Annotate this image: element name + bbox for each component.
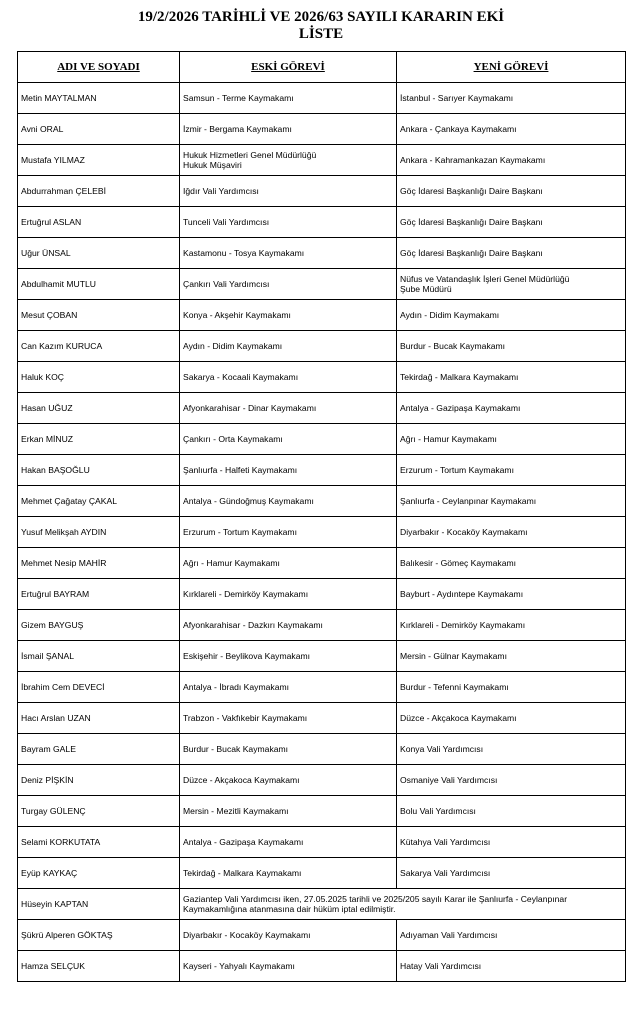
new-duty: Kütahya Vali Yardımcısı xyxy=(397,827,626,858)
new-duty: Erzurum - Tortum Kaymakamı xyxy=(397,455,626,486)
person-name: Mehmet Nesip MAHİR xyxy=(18,548,180,579)
new-duty: Konya Vali Yardımcısı xyxy=(397,734,626,765)
table-row xyxy=(18,672,626,703)
old-duty: Tunceli Vali Yardımcısı xyxy=(180,207,397,238)
old-duty: Afyonkarahisar - Dinar Kaymakamı xyxy=(180,393,397,424)
person-name: İbrahim Cem DEVECİ xyxy=(18,672,180,703)
person-name: Hakan BAŞOĞLU xyxy=(18,455,180,486)
new-duty: Burdur - Bucak Kaymakamı xyxy=(397,331,626,362)
new-duty: Göç İdaresi Başkanlığı Daire Başkanı xyxy=(397,207,626,238)
person-name: Deniz PİŞKİN xyxy=(18,765,180,796)
table-row xyxy=(18,610,626,641)
person-name: Mesut ÇOBAN xyxy=(18,300,180,331)
old-duty: Sakarya - Kocaali Kaymakamı xyxy=(180,362,397,393)
old-duty: Antalya - Gazipaşa Kaymakamı xyxy=(180,827,397,858)
table-row xyxy=(18,393,626,424)
person-name: Hamza SELÇUK xyxy=(18,951,180,982)
table-row xyxy=(18,145,626,176)
new-duty: Bolu Vali Yardımcısı xyxy=(397,796,626,827)
new-duty: Diyarbakır - Kocaköy Kaymakamı xyxy=(397,517,626,548)
table-row xyxy=(18,83,626,114)
table-row xyxy=(18,114,626,145)
old-duty: Antalya - İbradı Kaymakamı xyxy=(180,672,397,703)
person-name: Haluk KOÇ xyxy=(18,362,180,393)
old-duty: Çankırı Vali Yardımcısı xyxy=(180,269,397,300)
table-row xyxy=(18,734,626,765)
title-line-1: 19/2/2026 TARİHLİ VE 2026/63 SAYILI KARARIN EKİ xyxy=(137,9,505,25)
new-duty: Ağrı - Hamur Kaymakamı xyxy=(397,424,626,455)
old-duty: Samsun - Terme Kaymakamı xyxy=(180,83,397,114)
table-row xyxy=(18,269,626,300)
old-duty: Düzce - Akçakoca Kaymakamı xyxy=(180,765,397,796)
table-row xyxy=(18,300,626,331)
merged-note: Gaziantep Vali Yardımcısı iken, 27.05.2025 tarihli ve 2025/205 sayılı Karar ile Şanlıurfa - Ceylanpınar Kaymakamlığına atanmasına dair hüküm iptal edilmiştir. xyxy=(180,889,626,920)
table-row xyxy=(18,362,626,393)
old-duty: Konya - Akşehir Kaymakamı xyxy=(180,300,397,331)
new-duty: Hatay Vali Yardımcısı xyxy=(397,951,626,982)
old-duty: Ağrı - Hamur Kaymakamı xyxy=(180,548,397,579)
table-row xyxy=(18,920,626,951)
new-duty: Bayburt - Aydıntepe Kaymakamı xyxy=(397,579,626,610)
appointment-table xyxy=(17,51,626,982)
table-row xyxy=(18,455,626,486)
table-row xyxy=(18,548,626,579)
person-name: Ertuğrul ASLAN xyxy=(18,207,180,238)
person-name: Eyüp KAYKAÇ xyxy=(18,858,180,889)
table-row xyxy=(18,858,626,889)
table-row xyxy=(18,641,626,672)
old-duty: Mersin - Mezitli Kaymakamı xyxy=(180,796,397,827)
old-duty: Eskişehir - Beylikova Kaymakamı xyxy=(180,641,397,672)
new-duty: Tekirdağ - Malkara Kaymakamı xyxy=(397,362,626,393)
table-row xyxy=(18,703,626,734)
old-duty: Tekirdağ - Malkara Kaymakamı xyxy=(180,858,397,889)
table-row xyxy=(18,796,626,827)
old-duty: Aydın - Didim Kaymakamı xyxy=(180,331,397,362)
new-duty: Düzce - Akçakoca Kaymakamı xyxy=(397,703,626,734)
document-title xyxy=(0,9,642,43)
table-row xyxy=(18,424,626,455)
old-duty: Erzurum - Tortum Kaymakamı xyxy=(180,517,397,548)
old-duty: Burdur - Bucak Kaymakamı xyxy=(180,734,397,765)
table-header-row xyxy=(18,52,626,83)
title-line-2: LİSTE xyxy=(298,26,344,42)
new-duty: Antalya - Gazipaşa Kaymakamı xyxy=(397,393,626,424)
table-row xyxy=(18,827,626,858)
old-duty: Şanlıurfa - Halfeti Kaymakamı xyxy=(180,455,397,486)
new-duty: Şanlıurfa - Ceylanpınar Kaymakamı xyxy=(397,486,626,517)
old-duty: Çankırı - Orta Kaymakamı xyxy=(180,424,397,455)
person-name: Hacı Arslan UZAN xyxy=(18,703,180,734)
person-name: Mustafa YILMAZ xyxy=(18,145,180,176)
person-name: Selami KORKUTATA xyxy=(18,827,180,858)
person-name: Uğur ÜNSAL xyxy=(18,238,180,269)
new-duty: Kırklareli - Demirköy Kaymakamı xyxy=(397,610,626,641)
old-duty: Hukuk Hizmetleri Genel Müdürlüğü Hukuk Müşaviri xyxy=(180,145,397,176)
person-name: Avni ORAL xyxy=(18,114,180,145)
table-row xyxy=(18,765,626,796)
old-duty: Antalya - Gündoğmuş Kaymakamı xyxy=(180,486,397,517)
person-name: Metin MAYTALMAN xyxy=(18,83,180,114)
old-duty: İzmir - Bergama Kaymakamı xyxy=(180,114,397,145)
person-name: Ertuğrul BAYRAM xyxy=(18,579,180,610)
person-name: Turgay GÜLENÇ xyxy=(18,796,180,827)
header-name: ADI VE SOYADI xyxy=(18,52,180,83)
new-duty: Mersin - Gülnar Kaymakamı xyxy=(397,641,626,672)
header-old-duty: ESKİ GÖREVİ xyxy=(180,52,397,83)
table-row xyxy=(18,486,626,517)
table-row xyxy=(18,238,626,269)
table-row xyxy=(18,331,626,362)
old-duty: Trabzon - Vakfıkebir Kaymakamı xyxy=(180,703,397,734)
header-new-duty: YENİ GÖREVİ xyxy=(397,52,626,83)
person-name: Erkan MİNUZ xyxy=(18,424,180,455)
table-row xyxy=(18,951,626,982)
person-name: Mehmet Çağatay ÇAKAL xyxy=(18,486,180,517)
table-row xyxy=(18,889,626,920)
new-duty: Göç İdaresi Başkanlığı Daire Başkanı xyxy=(397,176,626,207)
person-name: İsmail ŞANAL xyxy=(18,641,180,672)
old-duty: Diyarbakır - Kocaköy Kaymakamı xyxy=(180,920,397,951)
table-row xyxy=(18,207,626,238)
new-duty: Ankara - Çankaya Kaymakamı xyxy=(397,114,626,145)
old-duty: Kastamonu - Tosya Kaymakamı xyxy=(180,238,397,269)
person-name: Hasan UĞUZ xyxy=(18,393,180,424)
person-name: Yusuf Melikşah AYDIN xyxy=(18,517,180,548)
table-body xyxy=(18,83,626,982)
person-name: Can Kazım KURUCA xyxy=(18,331,180,362)
old-duty: Iğdır Vali Yardımcısı xyxy=(180,176,397,207)
new-duty: Burdur - Tefenni Kaymakamı xyxy=(397,672,626,703)
person-name: Bayram GALE xyxy=(18,734,180,765)
table-row xyxy=(18,517,626,548)
person-name: Hüseyin KAPTAN xyxy=(18,889,180,920)
new-duty: Göç İdaresi Başkanlığı Daire Başkanı xyxy=(397,238,626,269)
new-duty: Balıkesir - Gömeç Kaymakamı xyxy=(397,548,626,579)
new-duty: Osmaniye Vali Yardımcısı xyxy=(397,765,626,796)
person-name: Gizem BAYGUŞ xyxy=(18,610,180,641)
person-name: Abdurrahman ÇELEBİ xyxy=(18,176,180,207)
old-duty: Afyonkarahisar - Dazkırı Kaymakamı xyxy=(180,610,397,641)
new-duty: Adıyaman Vali Yardımcısı xyxy=(397,920,626,951)
old-duty: Kırklareli - Demirköy Kaymakamı xyxy=(180,579,397,610)
table-row xyxy=(18,176,626,207)
old-duty: Kayseri - Yahyalı Kaymakamı xyxy=(180,951,397,982)
person-name: Abdulhamit MUTLU xyxy=(18,269,180,300)
new-duty: Aydın - Didim Kaymakamı xyxy=(397,300,626,331)
new-duty: İstanbul - Sarıyer Kaymakamı xyxy=(397,83,626,114)
new-duty: Sakarya Vali Yardımcısı xyxy=(397,858,626,889)
new-duty: Nüfus ve Vatandaşlık İşleri Genel Müdürlüğü Şube Müdürü xyxy=(397,269,626,300)
person-name: Şükrü Alperen GÖKTAŞ xyxy=(18,920,180,951)
new-duty: Ankara - Kahramankazan Kaymakamı xyxy=(397,145,626,176)
table-row xyxy=(18,579,626,610)
